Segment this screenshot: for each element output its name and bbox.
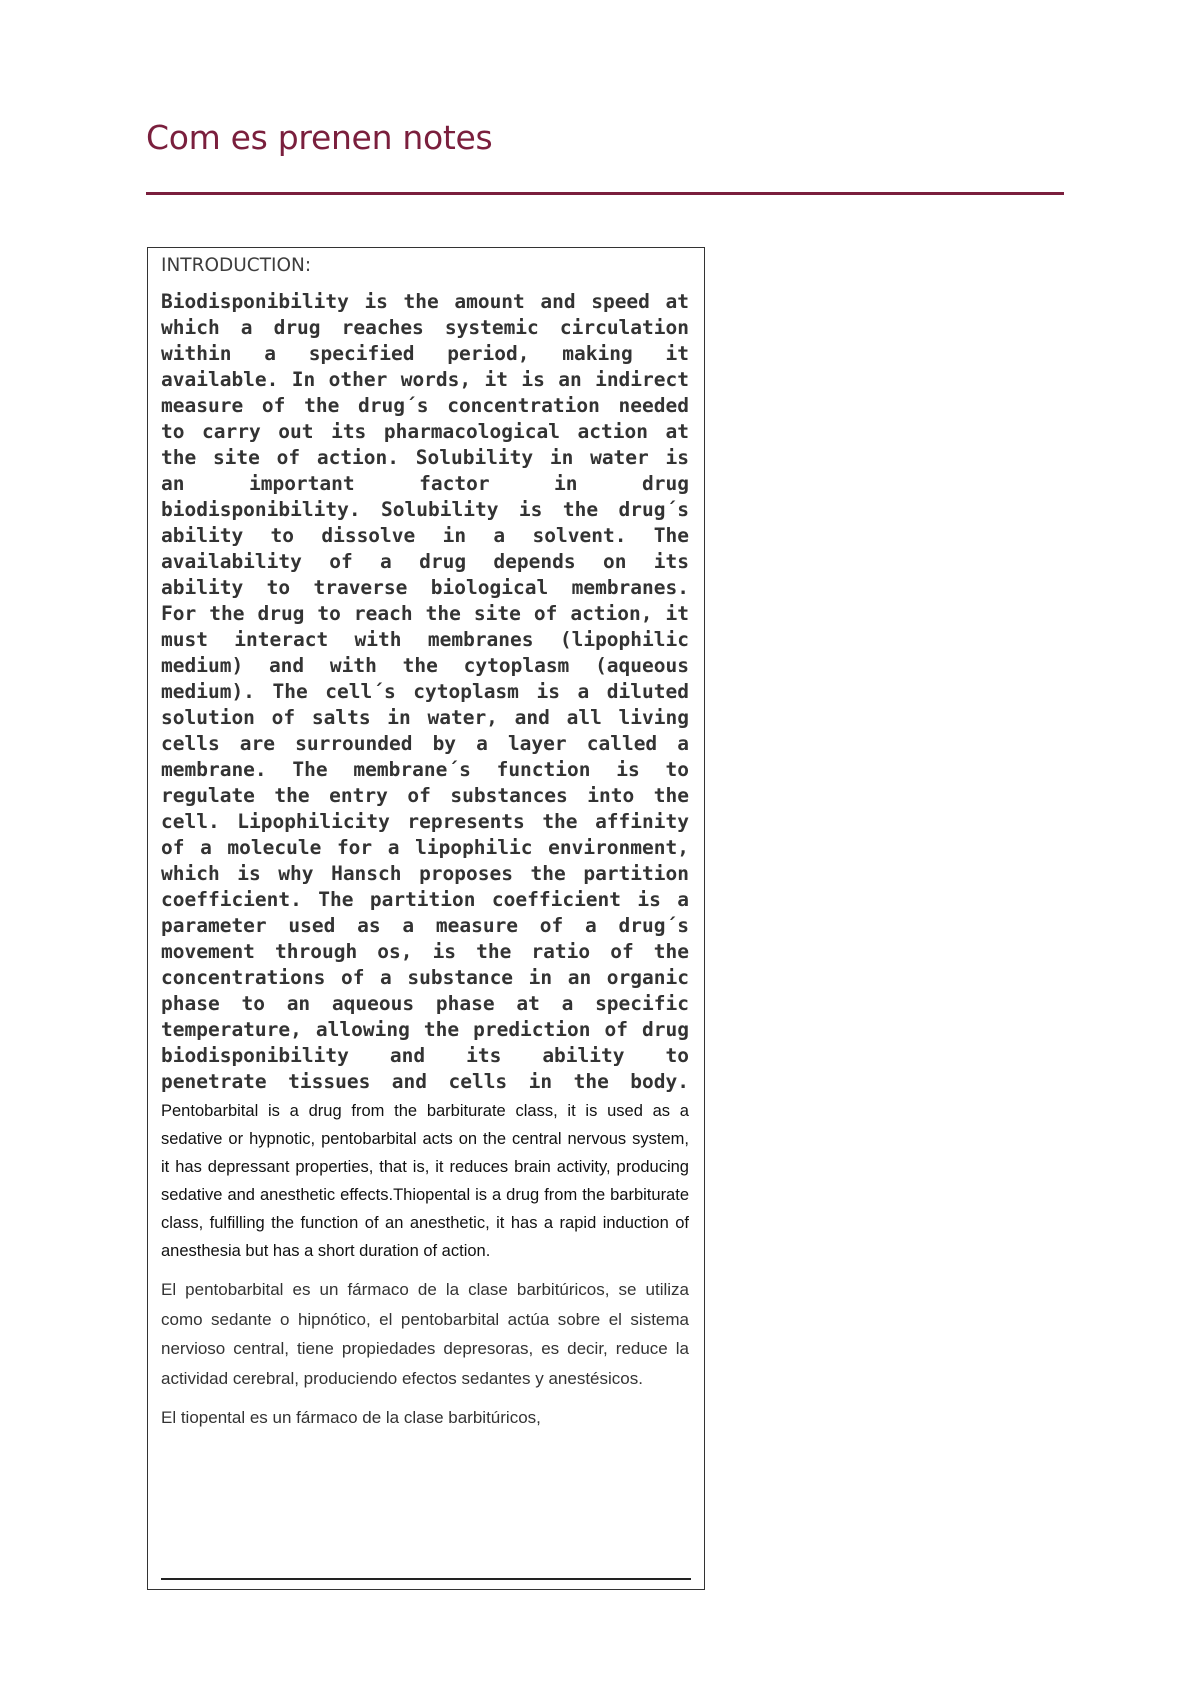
notes-paragraph-spanish-2: El tiopental es un fármaco de la clase barbitúricos, — [161, 1408, 541, 1427]
notes-content — [161, 253, 689, 1433]
title-divider — [146, 192, 1064, 195]
notes-heading: INTRODUCTION: — [161, 255, 312, 276]
notes-paragraph-english — [161, 289, 689, 1265]
notes-paragraph-spanish-1: El pentobarbital es un fármaco de la clase barbitúricos, se utiliza como sedante o hipnótico, el pentobarbital actúa sobre el sistema nervioso central, tiene propiedades depresoras, es decir, reduce la actividad cerebral, produciendo efectos sedantes y anestésicos. — [161, 1280, 689, 1388]
notes-bottom-rule — [161, 1578, 691, 1580]
paragraph-english-main: Biodisponibility is the amount and speed at which a drug reaches systemic circulation within a specified period, making it available. In other words, it is an indirect measure of the drug´s concentration needed to carry out its pharmacological action at the site of action. Solubility in water is an important factor in drug biodisponibility. Solubility is the drug´s ability to dissolve in a solvent. The availability of a drug depends on its ability to traverse biological membranes. For the drug to reach the site of action, it must interact with membranes (lipophilic medium) and with the cytoplasm (aqueous medium). The cell´s cytoplasm is a diluted solution of salts in water, and all living cells are surrounded by a layer called a membrane. The membrane´s function is to regulate the entry of substances into the cell. Lipophilicity represents the affinity of a molecule for a lipophilic environment, which is why Hansch proposes the partition coefficient. The partition coefficient is a parameter used as a measure of a drug´s movement through os, is the ratio of the concentrations of a substance in an organic phase to an aqueous phase at a specific temperature, allowing the prediction of drug biodisponibility and its ability to penetrate tissues and cells in the body. — [161, 290, 689, 1093]
notes-box — [147, 247, 705, 1590]
paragraph-english-tail: Pentobarbital is a drug from the barbiturate class, it is used as a sedative or hypnotic, pentobarbital acts on the central nervous system, it has depressant properties, that is, it reduces brain activity, producing sedative and anesthetic effects.Thiopental is a drug from the barbiturate class, fulfilling the function of an anesthetic, it has a rapid induction of anesthesia but has a short duration of action. — [161, 1102, 689, 1260]
page-title: Com es prenen notes — [146, 118, 493, 157]
